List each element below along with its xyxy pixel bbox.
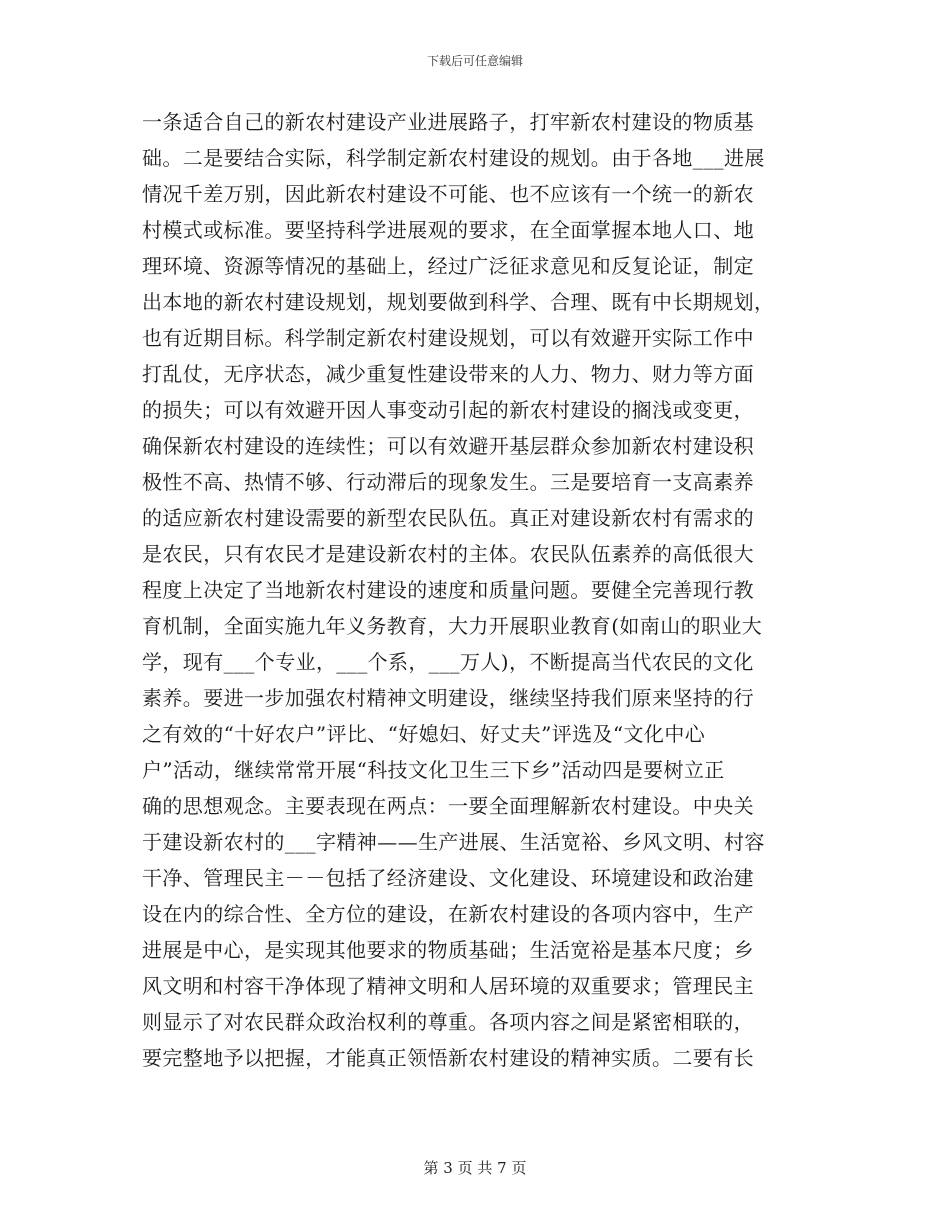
text-line: 程度上决定了当地新农村建设的速度和质量问题。要健全完善现行教: [142, 578, 754, 602]
text-line: 极性不高、热情不够、行动滞后的现象发生。三是要培育一支高素养: [142, 470, 754, 494]
text-line: 确保新农村建设的连续性；可以有效避开基层群众参加新农村建设积: [142, 434, 754, 458]
text-line: 的损失；可以有效避开因人事变动引起的新农村建设的搁浅或变更，: [142, 398, 754, 422]
page-header: 下载后可任意编辑: [426, 54, 523, 68]
text-line: 要完整地予以把握，才能真正领悟新农村建设的精神实质。二要有长: [142, 1046, 754, 1070]
text-line: 设在内的综合性、全方位的建设，在新农村建设的各项内容中，生产: [142, 902, 754, 926]
text-line: 一条适合自己的新农村建设产业进展路子，打牢新农村建设的物质基: [142, 110, 754, 134]
text-line: 打乱仗，无序状态，减少重复性建设带来的人力、物力、财力等方面: [142, 362, 754, 386]
page-footer: 第 3 页 共 7 页: [423, 1159, 527, 1177]
text-line: 之有效的“十好农户”评比、“好媳妇、好丈夫”评选及“文化中心: [142, 722, 706, 746]
text-line: 于建设新农村的___字精神——生产进展、生活宽裕、乡风文明、村容: [142, 830, 765, 854]
text-line: 情况千差万别，因此新农村建设不可能、也不应该有一个统一的新农: [142, 182, 754, 206]
text-line: 则显示了对农民群众政治权利的尊重。各项内容之间是紧密相联的，: [142, 1010, 754, 1034]
text-line: 理环境、资源等情况的基础上，经过广泛征求意见和反复论证，制定: [142, 254, 754, 278]
text-line: 的适应新农村建设需要的新型农民队伍。真正对建设新农村有需求的: [142, 506, 754, 530]
text-line: 素养。要进一步加强农村精神文明建设，继续坚持我们原来坚持的行: [142, 686, 754, 710]
text-line: 干净、管理民主－－包括了经济建设、文化建设、环境建设和政治建: [142, 866, 754, 890]
text-line: 育机制，全面实施九年义务教育，大力开展职业教育(如南山的职业大: [142, 614, 763, 638]
text-line: 是农民，只有农民才是建设新农村的主体。农民队伍素养的高低很大: [142, 542, 754, 566]
text-line: 确的思想观念。主要表现在两点：一要全面理解新农村建设。中央关: [142, 794, 754, 818]
text-line: 也有近期目标。科学制定新农村建设规划，可以有效避开实际工作中: [142, 326, 754, 350]
body-text: [142, 104, 812, 1076]
text-line: 出本地的新农村建设规划，规划要做到科学、合理、既有中长期规划，: [142, 290, 775, 314]
text-line: 础。二是要结合实际，科学制定新农村建设的规划。由于各地___进展: [142, 146, 765, 170]
text-line: 户”活动，继续常常开展“科技文化卫生三下乡”活动四是要树立正: [142, 758, 725, 782]
text-line: 学，现有___个专业，___个系，___万人)，不断提高当代农民的文化: [142, 650, 754, 674]
text-line: 风文明和村容干净体现了精神文明和人居环境的双重要求；管理民主: [142, 974, 754, 998]
text-line: 村模式或标准。要坚持科学进展观的要求，在全面掌握本地人口、地: [142, 218, 754, 242]
text-line: 进展是中心，是实现其他要求的物质基础；生活宽裕是基本尺度；乡: [142, 938, 754, 962]
